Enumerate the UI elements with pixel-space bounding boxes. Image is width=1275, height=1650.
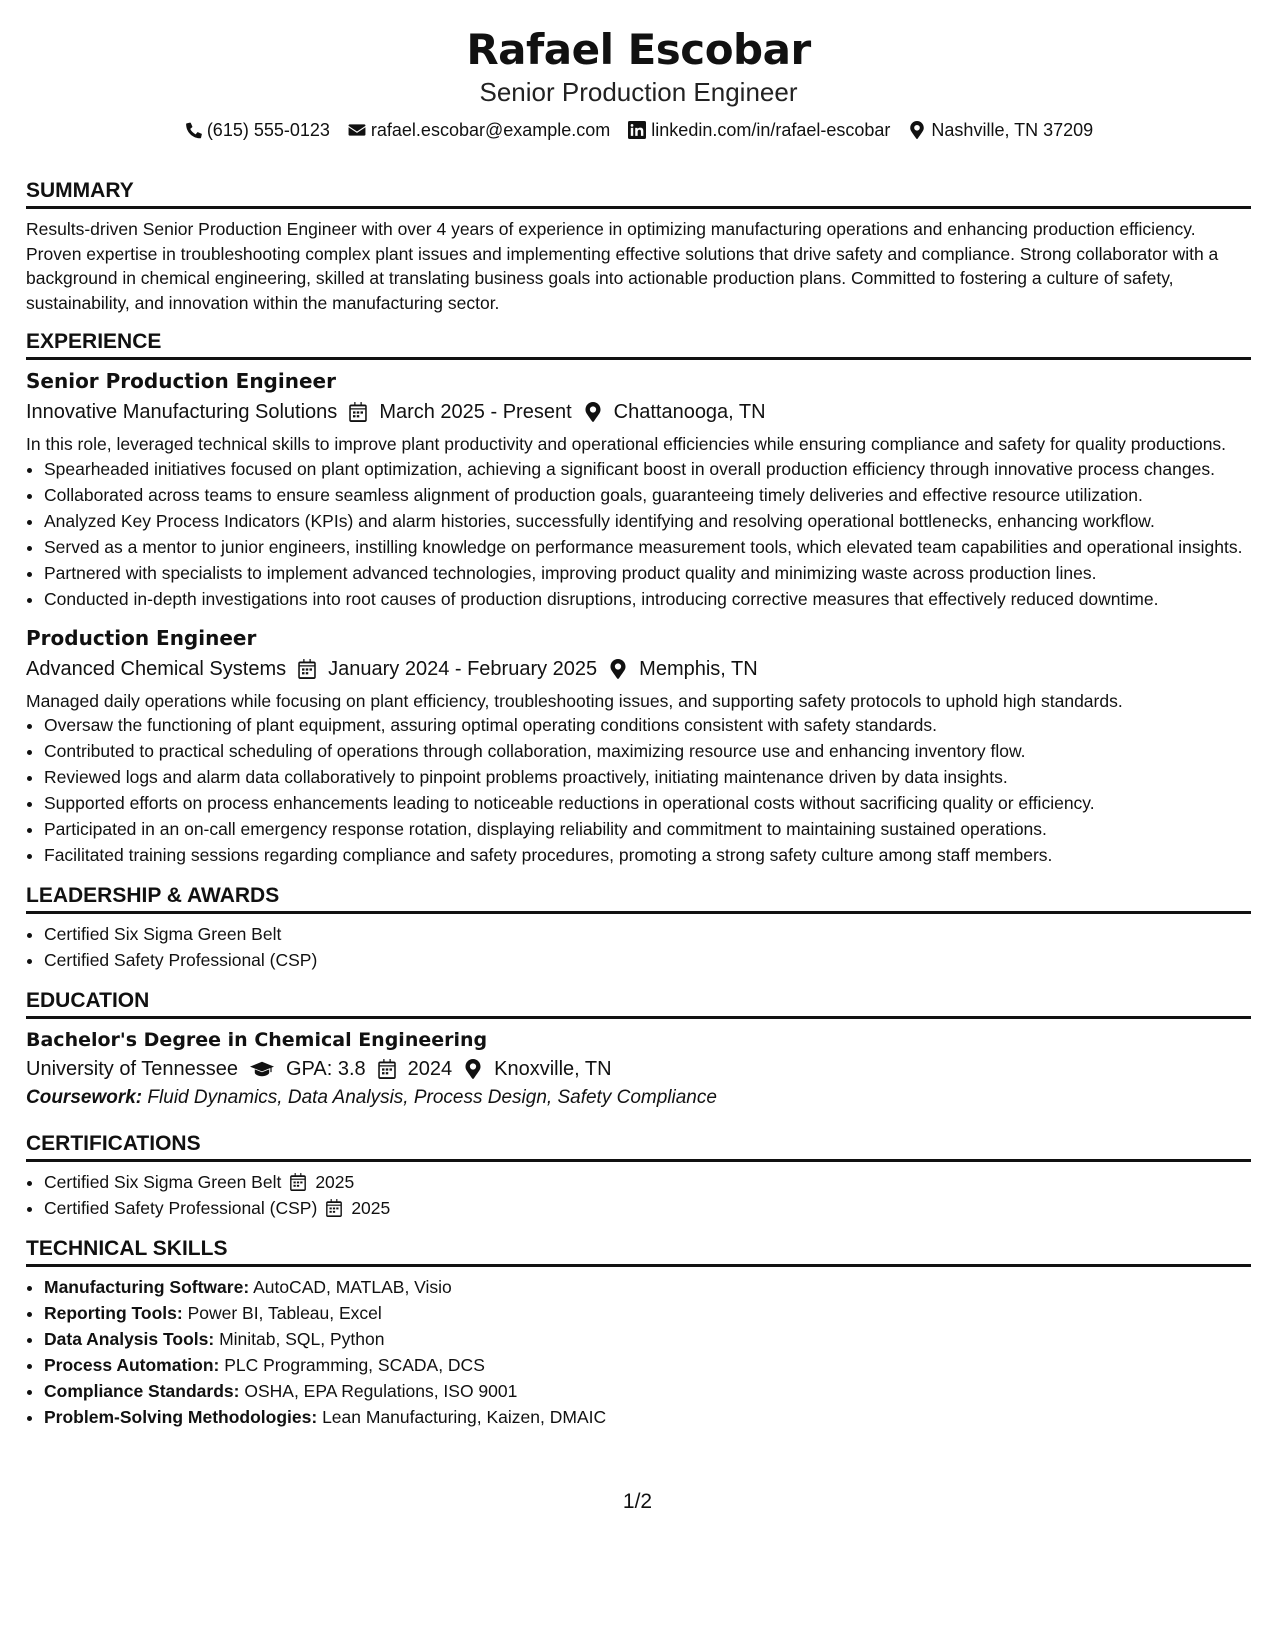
certifications-list <box>26 1170 1251 1221</box>
list-item <box>44 1196 1251 1221</box>
list-item: • Conducted in-depth investigations into root causes of production disruptions, introducing corrective measures that effectively reduced downtime. <box>44 587 1251 612</box>
list-item: • Served as a mentor to junior engineers, instilling knowledge on performance measurement tools, which elevated team capabilities and operational insights. <box>44 535 1251 560</box>
map-pin-icon <box>609 659 627 679</box>
skill-label: Problem-Solving Methodologies: <box>44 1407 318 1427</box>
job-entry <box>26 625 1251 868</box>
job-location: Memphis, TN <box>639 657 758 680</box>
experience-section <box>26 329 1251 868</box>
calendar-icon <box>325 1199 343 1217</box>
calendar-icon <box>378 1059 396 1079</box>
job-meta <box>26 398 1251 426</box>
skill-label: Reporting Tools: <box>44 1303 183 1323</box>
list-item: • Collaborated across teams to ensure seamless alignment of production goals, guaranteeing timely deliveries and effective resource utilization. <box>44 483 1251 508</box>
job-company: Advanced Chemical Systems <box>26 657 287 680</box>
cert-year: 2025 <box>315 1172 355 1192</box>
leadership-heading: LEADERSHIP & AWARDS <box>26 883 1251 914</box>
skill-label: Process Automation: <box>44 1355 220 1375</box>
job-company: Innovative Manufacturing Solutions <box>26 401 338 423</box>
contact-bar <box>26 118 1251 142</box>
skill-value: AutoCAD, MATLAB, Visio <box>253 1277 452 1297</box>
list-item: • Certified Six Sigma Green Belt <box>44 922 1251 947</box>
contact-location <box>908 118 1093 142</box>
list-item <box>44 1379 1251 1404</box>
education-section <box>26 988 1251 1111</box>
map-pin-icon <box>464 1059 482 1079</box>
job-bullets <box>26 713 1251 868</box>
job-summary: In this role, leveraged technical skills to improve plant productivity and operational efficiencies while ensuring compliance and safety for quality productions. <box>26 434 1227 454</box>
skill-value: Lean Manufacturing, Kaizen, DMAIC <box>322 1407 607 1427</box>
leadership-list <box>26 922 1251 973</box>
skill-value: Power BI, Tableau, Excel <box>187 1303 382 1323</box>
list-item <box>44 1301 1251 1326</box>
school-name: University of Tennessee <box>26 1058 238 1080</box>
candidate-title: Senior Production Engineer <box>479 77 798 107</box>
skill-value: PLC Programming, SCADA, DCS <box>224 1355 485 1375</box>
list-item <box>44 1170 1251 1195</box>
calendar-icon <box>289 1173 307 1191</box>
contact-linkedin[interactable] <box>628 118 890 142</box>
job-title: Production Engineer <box>26 625 257 650</box>
envelope-icon <box>348 121 366 139</box>
job-dates: January 2024 - February 2025 <box>328 657 598 680</box>
gpa-text: GPA: 3.8 <box>285 1058 366 1080</box>
job-summary: Managed daily operations while focusing on plant efficiency, troubleshooting issues, and supporting safety protocols to uphold high standards. <box>26 690 1123 711</box>
cert-name: • Certified Safety Professional (CSP) <box>44 1198 318 1218</box>
list-item <box>44 1275 1251 1300</box>
list-item: • Oversaw the functioning of plant equipment, assuring optimal operating conditions consistent with safety standards. <box>44 713 1251 738</box>
candidate-name: Rafael Escobar <box>466 25 811 74</box>
skill-label: Data Analysis Tools: <box>44 1329 215 1349</box>
list-item: • Supported efforts on process enhancements leading to noticeable reductions in operational costs without sacrificing quality or efficiency. <box>44 791 1251 816</box>
degree-title: Bachelor's Degree in Chemical Engineering <box>26 1029 488 1051</box>
phone-text: (615) 555-0123 <box>206 120 330 140</box>
coursework-text: Fluid Dynamics, Data Analysis, Process Design, Safety Compliance <box>147 1087 717 1108</box>
job-dates: March 2025 - Present <box>379 401 572 423</box>
cert-year: 2025 <box>351 1198 391 1218</box>
education-year: 2024 <box>407 1058 453 1080</box>
education-location: Knoxville, TN <box>494 1058 612 1080</box>
list-item: • Partnered with specialists to implement advanced technologies, improving product quality and minimizing waste across production lines. <box>44 561 1251 586</box>
list-item: • Spearheaded initiatives focused on plant optimization, achieving a significant boost in overall production efficiency through innovative process changes. <box>44 457 1251 482</box>
summary-heading: SUMMARY <box>26 178 1251 209</box>
list-item: • Analyzed Key Process Indicators (KPIs) and alarm histories, successfully identifying and resolving operational bottlenecks, enhancing workflow. <box>44 509 1251 534</box>
experience-heading: EXPERIENCE <box>26 329 1251 360</box>
linkedin-text: linkedin.com/in/rafael-escobar <box>651 120 891 140</box>
summary-section <box>26 178 1251 315</box>
map-pin-icon <box>584 402 602 422</box>
contact-email[interactable] <box>348 118 610 142</box>
skill-value: Minitab, SQL, Python <box>219 1329 385 1349</box>
leadership-section <box>26 883 1251 973</box>
graduation-cap-icon <box>250 1059 274 1079</box>
page-number: 1/2 <box>622 1490 653 1513</box>
linkedin-icon <box>628 121 646 139</box>
summary-text: Results-driven Senior Production Engineer with over 4 years of experience in optimizing manufacturing operations and enhancing production efficiency. Proven expertise in troubleshooting complex plant issues and implementing effective solutions that drive safety and compliance. Strong collaborator with a background in chemical engineering, skilled at translating business goals into actionable production plans. Committed to fostering a culture of safety, sustainability, and innovation within the manufacturing sector. <box>26 219 1219 313</box>
job-location: Chattanooga, TN <box>613 401 766 423</box>
skills-list <box>26 1275 1251 1430</box>
skill-label: Manufacturing Software: <box>44 1277 250 1297</box>
skill-value: OSHA, EPA Regulations, ISO 9001 <box>244 1381 518 1401</box>
cert-name: • Certified Six Sigma Green Belt <box>44 1172 282 1192</box>
skills-heading: TECHNICAL SKILLS <box>26 1236 1251 1267</box>
list-item: • Certified Safety Professional (CSP) <box>44 948 1251 973</box>
certifications-section <box>26 1131 1251 1221</box>
coursework-label: Coursework: <box>26 1087 143 1108</box>
calendar-icon <box>349 402 367 422</box>
certifications-heading: CERTIFICATIONS <box>26 1131 1251 1162</box>
location-text: Nashville, TN 37209 <box>931 120 1094 140</box>
contact-phone[interactable] <box>184 118 330 142</box>
list-item: • Reviewed logs and alarm data collaboratively to pinpoint problems proactively, initiating maintenance driven by data insights. <box>44 765 1251 790</box>
map-pin-icon <box>908 121 926 139</box>
list-item <box>44 1405 1251 1430</box>
list-item <box>44 1327 1251 1352</box>
job-title: Senior Production Engineer <box>26 369 336 393</box>
calendar-icon <box>298 659 316 679</box>
resume-header <box>26 24 1251 142</box>
education-heading: EDUCATION <box>26 988 1251 1019</box>
coursework-line <box>26 1085 1251 1111</box>
skill-label: Compliance Standards: <box>44 1381 240 1401</box>
resume-page <box>26 0 1251 1431</box>
list-item: • Participated in an on-call emergency response rotation, displaying reliability and commitment to maintaining sustained operations. <box>44 817 1251 842</box>
list-item: • Contributed to practical scheduling of operations through collaboration, maximizing resource use and enhancing inventory flow. <box>44 739 1251 764</box>
skills-section <box>26 1236 1251 1430</box>
job-bullets <box>26 457 1251 612</box>
phone-icon <box>184 121 202 139</box>
list-item: • Facilitated training sessions regarding compliance and safety procedures, promoting a strong safety culture among staff members. <box>44 843 1251 868</box>
email-text: rafael.escobar@example.com <box>370 120 611 140</box>
education-meta <box>26 1055 1251 1083</box>
job-entry <box>26 368 1251 611</box>
list-item <box>44 1353 1251 1378</box>
job-meta <box>26 655 1251 683</box>
